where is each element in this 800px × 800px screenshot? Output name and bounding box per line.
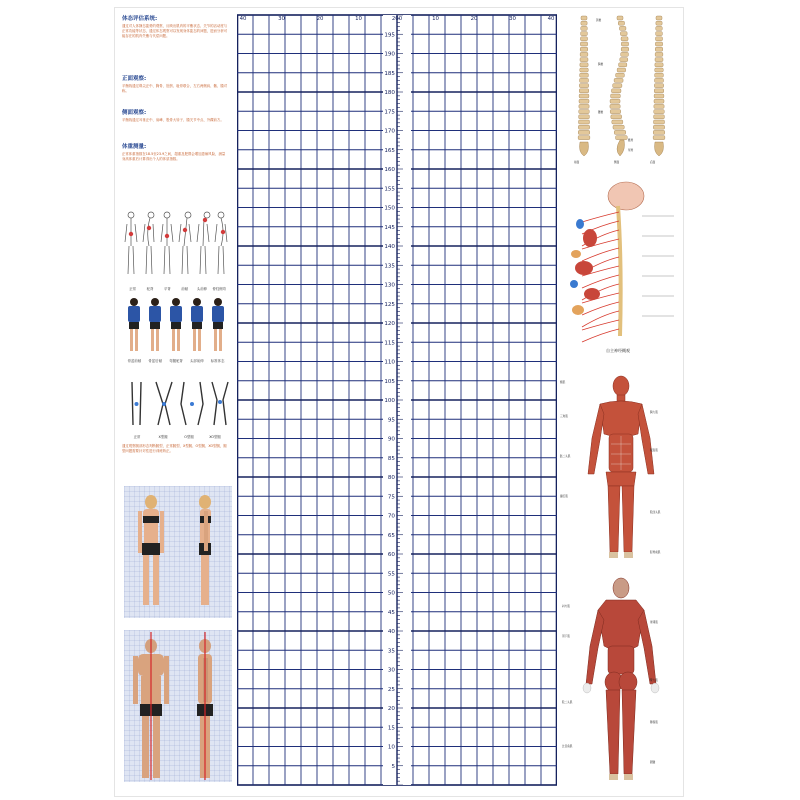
right-anatomy-panel [558, 10, 680, 790]
spine-view-caption: 后面 [650, 161, 656, 164]
section-body: 通过对人体静态姿势的观察，反映出肌肉的平衡状态、关节的活动度与正常功能等状态，通过体态观察可以发现身体姿态的问题，进而分析可能存在的肌肉失衡与代偿问题。 [122, 24, 228, 38]
ruler-label: 30 [387, 667, 395, 674]
vertebra [581, 16, 587, 20]
ruler-label: 165 [384, 147, 395, 154]
spine-label: 尾骨 [628, 149, 634, 152]
ruler-label: 185 [384, 70, 395, 77]
ruler-label: 160 [384, 167, 395, 173]
top-scale-label: 30 [278, 16, 285, 22]
nerve-branch [582, 248, 619, 261]
ruler-label: 140 [384, 244, 395, 250]
vertebra [581, 37, 588, 41]
ruler-label: 55 [387, 571, 395, 578]
muscle-label: 臀大肌 [650, 679, 658, 682]
section-title: 体态评估系统: [122, 16, 158, 22]
ruler-label: 145 [384, 224, 395, 231]
weight-section [122, 142, 228, 162]
vertebra [617, 68, 626, 72]
top-scale-label: 40 [547, 16, 555, 22]
vertebra [653, 130, 665, 134]
section-title: 体重测量: [122, 144, 147, 150]
nerve-branch [582, 329, 619, 342]
ruler-label: 125 [384, 301, 395, 308]
pelvic-caption: 头部前伸 [190, 359, 204, 363]
nerve-branch [582, 275, 619, 288]
vertebra [610, 110, 621, 114]
ruler-label: 45 [387, 609, 395, 616]
ruler-label: 60 [387, 552, 395, 558]
ruler-label: 5 [391, 763, 395, 770]
vertebra [656, 32, 663, 36]
ruler-label: 155 [384, 186, 395, 193]
posture-types-illustration [122, 206, 230, 284]
vertebra [579, 110, 590, 114]
section-title: 侧面观察: [122, 110, 147, 116]
ruler-label: 180 [384, 90, 395, 96]
section-body: 正常体重指数在18.5至23.9之间，超重及肥胖会增加患病风险，测量身高体重后计算得出个人的体质指数。 [122, 152, 226, 161]
muscle-label: 腓肠肌 [650, 721, 658, 724]
ruler-label: 170 [384, 128, 395, 135]
vertebra [621, 52, 629, 56]
muscle-label: 缝匠肌 [560, 495, 568, 498]
top-scale-label: 20 [316, 16, 324, 22]
vertebra [612, 120, 623, 124]
vertebra [654, 120, 665, 124]
vertebra [621, 37, 628, 41]
ruler-label: 135 [384, 263, 395, 270]
intro-section [122, 14, 228, 39]
pelvic-caption: 骨盆前倾 [127, 359, 142, 363]
ruler-label: 20 [387, 706, 395, 712]
vertebra [653, 125, 664, 129]
nerve-branch [582, 302, 619, 315]
pelvic-posture-illustration [124, 296, 230, 356]
leg-note: 通过观察腿部形态判断腿型，正常腿型、X型腿、O型腿、XO型腿，腿型问题需要针对性进行训练矫正。 [122, 444, 227, 453]
vertebra [579, 89, 589, 93]
spine-view-caption: 侧面 [614, 161, 620, 164]
leg-caption: 正常 [133, 435, 141, 439]
vertebra [580, 52, 588, 56]
vertebra [655, 63, 663, 67]
ruler-label: 70 [387, 513, 395, 520]
vertebra [656, 26, 663, 30]
vertebra [616, 136, 628, 140]
vertebra [580, 68, 589, 72]
vertebra [579, 104, 589, 108]
spine-label: 胸椎 [598, 63, 604, 66]
posture-caption: 脊柱侧弯 [212, 287, 227, 291]
vertebra [580, 42, 587, 46]
section-body: 平衡线通过耳垂正中、肩峰、股骨大转子、膝关节中点、外踝前方。 [122, 118, 224, 122]
vertebra [616, 73, 625, 77]
vertebra [653, 136, 665, 140]
top-scale-label: 10 [355, 16, 362, 22]
spine-label: 骶骨 [628, 139, 634, 142]
top-scale-label: 10 [432, 16, 439, 22]
side-view-section [122, 108, 228, 123]
vertebra [578, 130, 590, 134]
nervous-system-illustration [562, 176, 676, 346]
vertebra [620, 58, 628, 62]
ruler-label: 110 [384, 359, 395, 366]
ruler-label: 40 [387, 629, 395, 635]
vertebra [654, 115, 665, 119]
muscle-label: 股四头肌 [650, 511, 661, 514]
vertebra [614, 130, 626, 134]
pelvic-caption: 弯腰驼背 [169, 359, 183, 363]
nerve-branch [582, 320, 619, 330]
ruler-label: 90 [387, 436, 395, 443]
spine-anatomy-illustration [560, 10, 678, 160]
ruler-label: 95 [387, 417, 395, 424]
vertebra [580, 78, 589, 82]
left-info-panel [118, 10, 236, 790]
muscle-label: 比目鱼肌 [562, 745, 573, 748]
vertebra [579, 120, 590, 124]
muscle-label: 胸大肌 [650, 411, 658, 414]
male-posture-grid-photo [124, 630, 232, 782]
ruler-label: 25 [387, 686, 395, 693]
vertebra [580, 47, 588, 51]
pelvic-captions [124, 358, 228, 363]
vertebra [655, 78, 664, 82]
nerve-branch [582, 212, 619, 222]
leg-types-illustration [124, 380, 230, 430]
pelvic-caption: 骨盆后倾 [148, 359, 162, 363]
vertebra [579, 99, 589, 103]
muscle-label: 背阔肌 [650, 621, 658, 624]
vertebra [611, 89, 621, 93]
muscle-label: 肱二头肌 [560, 455, 571, 458]
ruler-label: 150 [384, 205, 395, 212]
vertebra [656, 21, 662, 25]
vertebra [655, 42, 662, 46]
ruler-label: 175 [384, 109, 395, 116]
vertebra [614, 78, 623, 82]
vertebra [621, 42, 628, 46]
vertebra [581, 32, 588, 36]
spine-label: 腰椎 [598, 111, 604, 114]
ruler-label: 15 [387, 725, 395, 732]
spine-label: 颈椎 [596, 19, 602, 22]
top-scale-label: 30 [509, 16, 516, 22]
vertebra [613, 84, 622, 88]
vertebra [621, 47, 629, 51]
ruler-label: 80 [387, 475, 395, 481]
vertebra [655, 73, 664, 77]
posture-captions [124, 286, 228, 291]
vertebra [655, 58, 663, 62]
vertebra [654, 99, 664, 103]
vertebra [580, 58, 588, 62]
ruler-label: 105 [384, 378, 395, 385]
height-measurement-grid [237, 7, 557, 793]
muscle-label: 股二头肌 [562, 701, 573, 704]
ruler-label: 195 [384, 32, 395, 39]
posture-caption: 正常 [129, 287, 137, 291]
vertebra [579, 115, 590, 119]
vertebra [619, 26, 626, 30]
vertebra [655, 68, 664, 72]
vertebra [580, 73, 589, 77]
vertebra [610, 99, 620, 103]
top-scale-label: 20 [470, 16, 478, 22]
posture-caption: 平背 [163, 287, 171, 291]
muscle-label: 斜方肌 [562, 605, 570, 608]
female-posture-grid-photo [124, 486, 232, 618]
ruler-label: 190 [384, 51, 395, 58]
ruler-label: 85 [387, 455, 395, 462]
ruler-label: 50 [387, 590, 395, 597]
vertebra [654, 104, 664, 108]
spine-view-caption: 前面 [574, 161, 580, 164]
muscle-label: 额肌 [560, 381, 566, 384]
vertebra [613, 125, 624, 129]
vertebra [611, 115, 622, 119]
posture-caption: 驼背 [146, 287, 154, 291]
leg-caption: O型腿 [184, 435, 194, 439]
leg-captions [124, 434, 228, 439]
vertebra [579, 84, 588, 88]
vertebra [610, 104, 620, 108]
ruler-label: 65 [387, 532, 395, 539]
vertebra [578, 136, 590, 140]
ruler-label: 130 [384, 282, 395, 289]
vertebra [579, 94, 589, 98]
posture-caption: 头前伸 [196, 287, 208, 291]
top-scale-label: 40 [239, 16, 247, 22]
ruler-label: 35 [387, 648, 395, 655]
ruler-label: 10 [387, 744, 395, 751]
leg-caption: X型腿 [158, 435, 168, 439]
vertebra [580, 63, 588, 67]
muscle-label: 跟腱 [650, 761, 656, 764]
vertebra [656, 16, 662, 20]
vertebra [578, 125, 589, 129]
vertebra [581, 26, 588, 30]
section-title: 正面观察: [122, 76, 147, 82]
center-ruler [383, 15, 411, 785]
vertebra [655, 52, 663, 56]
posture-caption: 前倾 [181, 287, 189, 291]
pelvic-caption: 标准体态 [210, 359, 225, 363]
section-body: 平衡线通过鼻尖正中、胸骨、肚脐、耻骨联合，左右两侧肩、髂、膝对称。 [122, 84, 228, 93]
muscle-front-illustration [576, 374, 666, 564]
vertebra [581, 21, 587, 25]
muscle-label: 冈下肌 [562, 635, 570, 638]
vertebra [654, 84, 663, 88]
vertebra [619, 63, 627, 67]
vertebra [655, 47, 663, 51]
ruler-label: 75 [387, 494, 395, 501]
muscle-label: 腹直肌 [650, 449, 658, 452]
ruler-label: 115 [384, 340, 395, 347]
vertebra [617, 16, 623, 20]
vertebra [654, 89, 664, 93]
vertebra [654, 110, 665, 114]
vertebra [656, 37, 663, 41]
front-view-section [122, 74, 228, 94]
vertebra [618, 21, 624, 25]
vertebra [654, 94, 664, 98]
top-scale-label: 200 [391, 16, 403, 22]
muscle-label: 胫骨前肌 [650, 551, 661, 554]
vertebra [611, 94, 621, 98]
ruler-label: 100 [384, 398, 395, 404]
nervous-caption: 自主神经概观 [606, 348, 630, 353]
vertebra [620, 32, 627, 36]
leg-caption: XO型腿 [209, 435, 221, 439]
muscle-label: 三角肌 [560, 415, 568, 418]
ruler-label: 120 [384, 321, 395, 327]
